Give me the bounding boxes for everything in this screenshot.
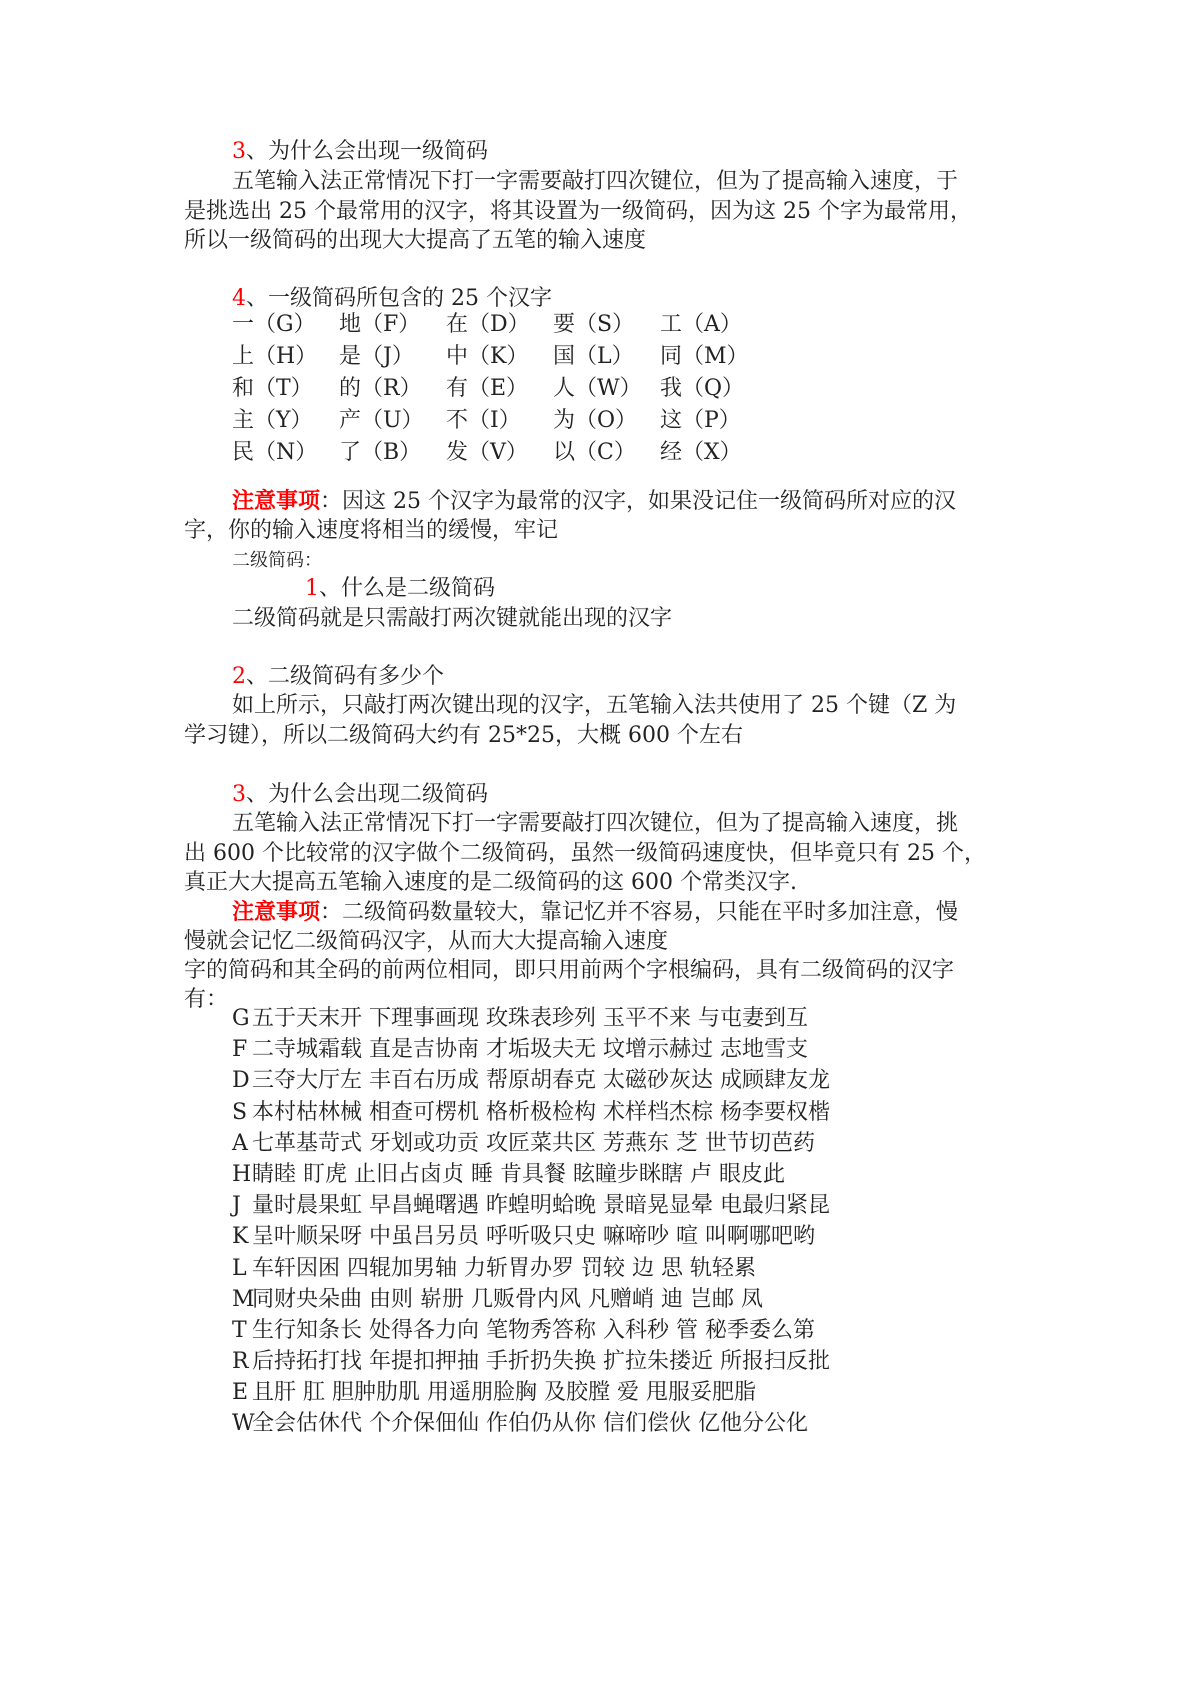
table-row: [232, 437, 767, 469]
table-cell: 了（B）: [339, 440, 422, 465]
section-title: 、为什么会出现二级简码: [246, 782, 489, 807]
table-cell: 发（V）: [446, 440, 528, 465]
section-title: 、什么是二级简码: [319, 576, 496, 601]
list-item: [232, 1159, 830, 1190]
paragraph-line: 字的简码和其全码的前两位相同，即只用前两个字根编码，具有二级简码的汉字: [184, 958, 955, 983]
subsection-2-heading: [232, 661, 444, 693]
section-title: 、一级简码所包含的 25 个汉字: [246, 286, 552, 311]
table-cell: 以（C）: [553, 440, 636, 465]
note-1: [232, 485, 956, 518]
key-characters: 全会估休代 个介保佃仙 作伯仍从你 信们偿伙 亿他分公化: [252, 1411, 808, 1437]
paragraph-line: 五笔输入法正常情况下打一字需要敲打四次键位，但为了提高输入速度，挑: [232, 811, 959, 836]
paragraph-line: 所以一级简码的出现大大提高了五笔的输入速度: [184, 228, 647, 253]
note-2: [232, 896, 958, 929]
key-characters: 本村枯林械 相查可楞机 格析极检构 术样档杰棕 杨李要权楷: [252, 1099, 830, 1125]
key-characters: 同财央朵曲 由则 崭册 几贩骨内风 凡赠峭 迪 岂邮 凤: [252, 1286, 763, 1312]
table-row: [232, 373, 767, 405]
level1-code-table: [232, 309, 767, 469]
table-cell: 国（L）: [553, 344, 634, 369]
key-characters: 七革基苛式 牙划或功贡 攻匠菜共区 芳燕东 芝 世节切芭药: [252, 1130, 815, 1156]
note-text: ：因这 25 个汉字为最常的汉字，如果没记住一级简码所对应的汉: [320, 489, 956, 514]
table-cell: 和（T）: [232, 376, 313, 401]
paragraph-line: 如上所示，只敲打两次键出现的汉字，五笔输入法共使用了 25 个键（Z 为: [232, 693, 957, 718]
table-row: [232, 341, 767, 373]
key-letter: E: [232, 1380, 249, 1406]
paragraph-line: 字，你的输入速度将相当的缓慢，牢记: [184, 518, 559, 543]
section-title: 、为什么会出现一级简码: [246, 139, 489, 164]
table-cell: 是（J）: [339, 344, 414, 369]
table-cell: 不（I）: [446, 408, 521, 433]
section-number: 1: [305, 576, 319, 601]
list-item: [232, 1377, 830, 1408]
table-cell: 经（X）: [660, 440, 742, 465]
list-item: [232, 1284, 830, 1315]
subsection-3-heading: [232, 779, 488, 811]
section-number: 3: [232, 139, 246, 164]
list-item: [232, 1065, 830, 1096]
list-item: [232, 1003, 830, 1034]
key-letter: A: [232, 1130, 248, 1156]
table-cell: 民（N）: [232, 440, 318, 465]
list-item: [232, 1097, 830, 1128]
note-label: 注意事项: [232, 488, 321, 514]
key-characters: 车轩因困 四辊加男轴 力斩胃办罗 罚较 边 思 轨轻累: [252, 1255, 756, 1281]
table-cell: 有（E）: [446, 376, 529, 401]
note-text: ：二级简码数量较大，靠记忆并不容易，只能在平时多加注意，慢: [320, 900, 959, 925]
list-item: [232, 1408, 830, 1439]
table-cell: 工（A）: [660, 312, 742, 337]
subsection-1-heading: [305, 573, 495, 605]
paragraph-line: 二级简码就是只需敲打两次键就能出现的汉字: [232, 606, 673, 631]
key-characters: 五于天末开 下理事画现 玫珠表珍列 玉平不来 与屯妻到互: [252, 1006, 808, 1031]
table-row: [232, 309, 767, 341]
paragraph-line: 出 600 个比较常的汉字做个二级简码，虽然一级简码速度快，但毕竟只有 25 个，: [184, 841, 986, 866]
paragraph-line: 有：: [184, 987, 229, 1012]
key-characters: 二寺城霜载 直是吉协南 才垢圾夫无 坟增示赫过 志地雪支: [252, 1037, 808, 1063]
list-item: [232, 1128, 830, 1159]
table-cell: 的（R）: [339, 376, 422, 401]
table-cell: 为（O）: [553, 408, 638, 433]
list-item: [232, 1190, 830, 1221]
list-item: [232, 1221, 830, 1252]
paragraph-line: 学习键），所以二级简码大约有 25*25，大概 600 个左右: [184, 723, 743, 748]
list-item: [232, 1034, 830, 1065]
key-letter: J: [232, 1193, 241, 1219]
key-characters: 生行知条长 处得各力向 笔物秀答称 入科秒 管 秘季委么第: [252, 1317, 815, 1343]
section-number: 3: [232, 782, 246, 807]
section-number: 4: [232, 286, 246, 311]
table-cell: 人（W）: [553, 376, 642, 401]
key-letter: M: [232, 1286, 255, 1312]
table-cell: 要（S）: [553, 312, 635, 337]
key-letter: F: [232, 1037, 248, 1063]
list-item: [232, 1346, 830, 1377]
table-cell: 产（U）: [339, 408, 424, 433]
note-label: 注意事项: [232, 899, 321, 925]
key-letter: G: [232, 1006, 250, 1031]
key-letter: R: [232, 1349, 249, 1375]
key-letter: T: [232, 1317, 247, 1343]
section-title: 、二级简码有多少个: [246, 664, 445, 689]
key-letter: L: [232, 1255, 247, 1281]
table-cell: 上（H）: [232, 344, 318, 369]
paragraph-line: 慢就会记忆二级简码汉字，从而大大提高输入速度: [184, 929, 669, 954]
table-row: [232, 405, 767, 437]
key-letter: H: [232, 1161, 252, 1187]
table-cell: 地（F）: [339, 312, 421, 337]
key-characters: 呈叶顺呆呀 中虽吕另员 呼听吸只史 嘛啼吵 喧 叫啊哪吧哟: [252, 1224, 815, 1250]
key-letter: D: [232, 1068, 250, 1094]
key-characters: 睛睦 盯虎 止旧占卤贞 睡 肯具餐 眩瞳步眯瞎 卢 眼皮此: [252, 1161, 785, 1187]
key-characters: 且肝 肛 胆肿肋肌 用遥朋脸胸 及胶膛 爱 甩服妥肥脂: [252, 1380, 756, 1406]
table-cell: 我（Q）: [660, 376, 745, 401]
section-number: 2: [232, 664, 246, 689]
key-letter: K: [232, 1224, 249, 1250]
list-item: [232, 1315, 830, 1346]
table-cell: 在（D）: [446, 312, 530, 337]
paragraph-line: 是挑选出 25 个最常用的汉字，将其设置为一级简码，因为这 25 个字为最常用，: [184, 199, 972, 224]
table-cell: 主（Y）: [232, 408, 313, 433]
table-cell: 同（M）: [660, 344, 749, 369]
paragraph-line: 真正大大提高五笔输入速度的是二级简码的这 600 个常类汉字.: [184, 870, 797, 895]
table-cell: 这（P）: [660, 408, 741, 433]
list-item: [232, 1253, 830, 1284]
level2-heading: 二级简码：: [232, 550, 322, 571]
table-cell: 一（G）: [232, 312, 316, 337]
paragraph-line: 五笔输入法正常情况下打一字需要敲打四次键位，但为了提高输入速度，于: [232, 169, 959, 194]
key-letter: W: [232, 1411, 255, 1437]
key-characters: 量时晨果虹 早昌蝇曙遇 昨蝗明蛤晚 景暗晃显晕 电最归紧昆: [252, 1193, 830, 1219]
section-3-heading: [232, 136, 488, 168]
key-characters: 三夺大厅左 丰百右历成 帮原胡春克 太磁砂灰达 成顾肆友龙: [252, 1068, 830, 1094]
level2-code-list: [232, 1003, 830, 1440]
key-letter: S: [232, 1099, 248, 1125]
key-characters: 后持拓打找 年提扣押抽 手折扔失换 扩拉朱搂近 所报扫反批: [252, 1349, 830, 1375]
table-cell: 中（K）: [446, 344, 529, 369]
